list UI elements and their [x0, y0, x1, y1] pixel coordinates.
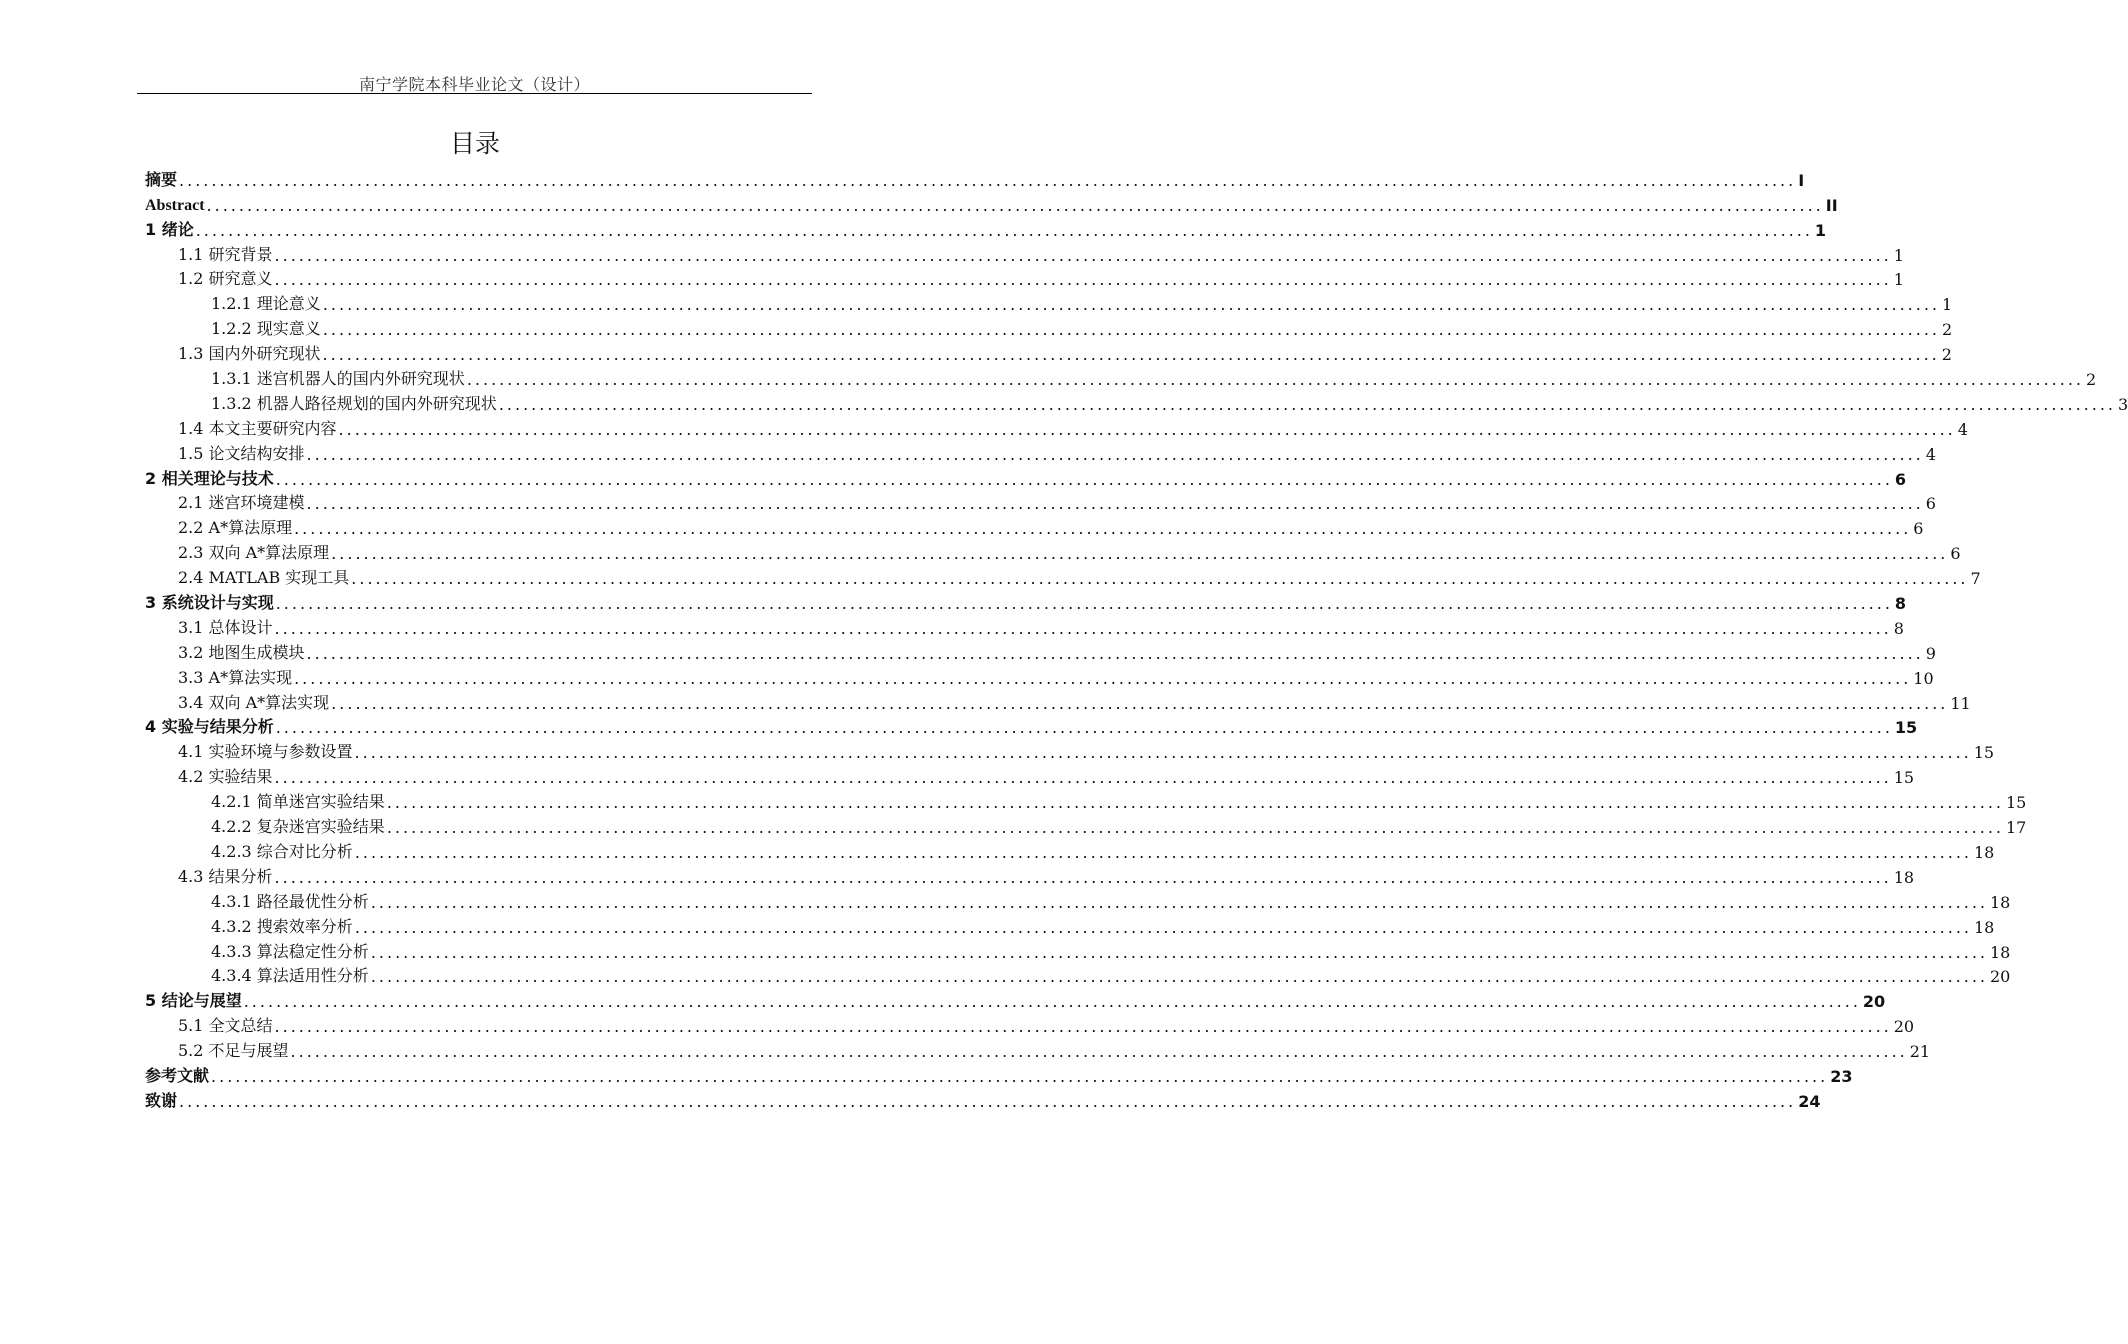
- toc-entry-page: 18: [1990, 892, 2011, 912]
- toc-entry-label: 1.2.2 现实意义: [211, 319, 321, 339]
- toc-entry-page: 6: [1925, 494, 1936, 514]
- toc-entry-label: 3 系统设计与实现: [145, 593, 274, 613]
- toc-entry-page: 20: [1893, 1017, 1915, 1037]
- toc-entry[interactable]: [145, 613, 1904, 638]
- toc-entry-page: 15: [1894, 718, 1918, 738]
- toc-entry-label: 3.1 总体设计: [178, 617, 273, 637]
- running-header: 南宁学院本科毕业论文（设计）: [358, 75, 590, 94]
- toc-entry-label: 2.1 迷宫环境建模: [178, 493, 305, 513]
- toc-dot-leader: ........................................................................................................................................................................................................: [386, 818, 2004, 838]
- toc-entry[interactable]: [145, 588, 1907, 614]
- toc-entry-page: 23: [1830, 1066, 1853, 1086]
- toc-dot-leader: ........................................................................................................................................................................................................: [179, 1091, 1797, 1111]
- toc-entry-page: 20: [1862, 992, 1886, 1012]
- toc-dot-leader: ........................................................................................................................................................................................................: [275, 594, 1893, 614]
- toc-entry[interactable]: [145, 289, 1953, 315]
- toc-entry-page: 18: [1893, 867, 1915, 887]
- toc-entry-page: 4: [1925, 444, 1936, 464]
- toc-dot-leader: ........................................................................................................................................................................................................: [294, 668, 1912, 688]
- toc-entry-label: 3.3 A*算法实现: [178, 667, 293, 687]
- toc-entry[interactable]: [145, 837, 1995, 862]
- toc-entry[interactable]: [145, 1086, 1821, 1111]
- toc-dot-leader: ........................................................................................................................................................................................................: [179, 170, 1797, 190]
- toc-dot-leader: ........................................................................................................................................................................................................: [354, 743, 1972, 763]
- toc-entry-page: 9: [1925, 643, 1936, 663]
- table-of-contents: [145, 165, 2128, 1111]
- toc-entry[interactable]: [145, 439, 1936, 464]
- toc-entry-page: II: [1825, 195, 1838, 215]
- toc-entry-label: 4.2.3 综合对比分析: [211, 841, 353, 861]
- toc-entry[interactable]: [145, 887, 2011, 912]
- toc-entry[interactable]: [145, 563, 1981, 589]
- toc-entry[interactable]: [145, 464, 1907, 489]
- toc-title: 目录: [449, 129, 500, 158]
- toc-entry-label: 5.2 不足与展望: [178, 1041, 289, 1061]
- toc-entry[interactable]: [145, 762, 1915, 788]
- toc-dot-leader: ........................................................................................................................................................................................................: [331, 544, 1949, 564]
- toc-entry[interactable]: [145, 364, 2097, 390]
- toc-dot-leader: ........................................................................................................................................................................................................: [498, 394, 2116, 414]
- toc-entry[interactable]: [145, 389, 2128, 414]
- toc-dot-leader: ........................................................................................................................................................................................................: [206, 195, 1824, 215]
- toc-entry-label: 4.2.1 简单迷宫实验结果: [211, 792, 385, 812]
- toc-entry[interactable]: [145, 862, 1915, 887]
- toc-entry-label: 5.1 全文总结: [178, 1016, 273, 1036]
- toc-entry[interactable]: [145, 1011, 1915, 1037]
- toc-entry[interactable]: [145, 240, 1904, 265]
- toc-dot-leader: ........................................................................................................................................................................................................: [370, 892, 1988, 912]
- toc-dot-leader: ........................................................................................................................................................................................................: [306, 444, 1924, 464]
- toc-entry-label: 1.2 研究意义: [178, 269, 273, 289]
- toc-entry-label: 摘要: [145, 169, 178, 189]
- toc-dot-leader: ........................................................................................................................................................................................................: [275, 718, 1893, 738]
- toc-entry-label: 2.4 MATLAB 实现工具: [178, 568, 350, 588]
- toc-entry-label: 1.3.2 机器人路径规划的国内外研究现状: [211, 393, 497, 413]
- toc-dot-leader: ........................................................................................................................................................................................................: [243, 992, 1861, 1012]
- toc-entry[interactable]: [145, 314, 1953, 340]
- toc-entry-page: 24: [1798, 1091, 1821, 1111]
- toc-entry-page: 18: [1974, 842, 1995, 862]
- toc-entry-label: 1.4 本文主要研究内容: [178, 418, 337, 438]
- toc-dot-leader: ........................................................................................................................................................................................................: [274, 1017, 1892, 1037]
- toc-entry[interactable]: [145, 986, 1886, 1012]
- toc-dot-leader: ........................................................................................................................................................................................................: [331, 693, 1949, 713]
- toc-entry-label: 4.3.1 路径最优性分析: [211, 891, 369, 911]
- toc-entry-label: 1.3 国内外研究现状: [178, 344, 321, 364]
- toc-entry-page: 18: [1974, 917, 1995, 937]
- toc-dot-leader: ........................................................................................................................................................................................................: [370, 967, 1988, 987]
- toc-entry[interactable]: [145, 713, 1918, 738]
- toc-dot-leader: ........................................................................................................................................................................................................: [351, 569, 1969, 589]
- header-rule: [137, 93, 812, 94]
- toc-entry[interactable]: [145, 265, 1904, 290]
- toc-entry-page: 6: [1894, 469, 1907, 489]
- toc-entry[interactable]: [145, 215, 1827, 240]
- toc-entry-label: 4.3.2 搜索效率分析: [211, 916, 353, 936]
- toc-entry[interactable]: [145, 962, 2011, 987]
- toc-dot-leader: ........................................................................................................................................................................................................: [274, 245, 1892, 265]
- toc-entry-label: 参考文献: [145, 1065, 210, 1085]
- toc-entry-label: 1.5 论文结构安排: [178, 443, 305, 463]
- toc-entry-label: 4.2 实验结果: [178, 767, 273, 787]
- toc-dot-leader: ........................................................................................................................................................................................................: [354, 917, 1972, 937]
- toc-dot-leader: ........................................................................................................................................................................................................: [306, 643, 1924, 663]
- toc-entry-page: 15: [1973, 743, 1995, 763]
- toc-entry-label: 2 相关理论与技术: [145, 468, 274, 488]
- toc-entry[interactable]: [145, 638, 1936, 663]
- toc-dot-leader: ........................................................................................................................................................................................................: [274, 867, 1892, 887]
- toc-entry-label: 1.3.1 迷宫机器人的国内外研究现状: [211, 369, 465, 389]
- toc-dot-leader: ........................................................................................................................................................................................................: [354, 842, 1972, 862]
- toc-entry-page: 1: [1893, 245, 1904, 265]
- toc-entry[interactable]: [145, 339, 1952, 365]
- toc-entry-label: 4.3.3 算法稳定性分析: [211, 941, 369, 961]
- toc-dot-leader: ........................................................................................................................................................................................................: [466, 370, 2084, 390]
- toc-dot-leader: ........................................................................................................................................................................................................: [306, 494, 1924, 514]
- toc-dot-leader: ........................................................................................................................................................................................................: [294, 519, 1912, 539]
- toc-entry-label: 4.3.4 算法适用性分析: [211, 966, 369, 986]
- toc-entry[interactable]: [145, 489, 1936, 514]
- toc-entry-label: 3.4 双向 A*算法实现: [178, 692, 330, 712]
- toc-dot-leader: ........................................................................................................................................................................................................: [274, 270, 1892, 290]
- toc-entry-label: 1.2.1 理论意义: [211, 294, 321, 314]
- toc-entry-label: 4.2.2 复杂迷宫实验结果: [211, 817, 385, 837]
- toc-entry[interactable]: [145, 1036, 1931, 1062]
- toc-entry-page: 7: [1970, 569, 1981, 589]
- toc-dot-leader: ........................................................................................................................................................................................................: [290, 1042, 1908, 1062]
- toc-entry[interactable]: [145, 538, 1961, 564]
- toc-entry-page: 8: [1893, 618, 1904, 638]
- toc-entry-label: 4.3 结果分析: [178, 866, 273, 886]
- toc-entry-page: 2: [2086, 370, 2097, 390]
- toc-entry[interactable]: [145, 513, 1924, 539]
- toc-entry-label: 2.3 双向 A*算法原理: [178, 543, 330, 563]
- toc-entry-label: 4.1 实验环境与参数设置: [178, 742, 353, 762]
- toc-entry-label: Abstract: [145, 196, 205, 214]
- toc-entry-page: 15: [2006, 793, 2027, 813]
- toc-entry-page: 8: [1894, 594, 1907, 614]
- toc-dot-leader: ........................................................................................................................................................................................................: [274, 618, 1892, 638]
- toc-entry[interactable]: [145, 812, 2027, 838]
- toc-dot-leader: ........................................................................................................................................................................................................: [386, 793, 2004, 813]
- toc-entry-label: 1 绪论: [145, 219, 194, 239]
- toc-entry-page: 21: [1909, 1042, 1931, 1062]
- toc-entry-page: 11: [1950, 693, 1971, 713]
- toc-entry-page: 15: [1893, 768, 1915, 788]
- toc-dot-leader: ........................................................................................................................................................................................................: [338, 419, 1956, 439]
- toc-entry-label: 1.1 研究背景: [178, 244, 273, 264]
- toc-dot-leader: ........................................................................................................................................................................................................: [322, 320, 1940, 340]
- toc-entry-label: 4 实验与结果分析: [145, 717, 274, 737]
- toc-entry-page: 20: [1990, 967, 2011, 987]
- toc-entry-page: 3: [2118, 394, 2128, 414]
- toc-entry-page: 6: [1950, 544, 1961, 564]
- toc-entry-page: 1: [1942, 295, 1953, 315]
- toc-dot-leader: ........................................................................................................................................................................................................: [195, 220, 1813, 240]
- toc-entry-page: 17: [2006, 818, 2027, 838]
- toc-dot-leader: ........................................................................................................................................................................................................: [274, 768, 1892, 788]
- toc-dot-leader: ........................................................................................................................................................................................................: [322, 345, 1940, 365]
- toc-entry[interactable]: [145, 190, 1838, 215]
- toc-entry-page: 2: [1941, 345, 1952, 365]
- toc-entry-label: 致谢: [145, 1090, 178, 1110]
- toc-entry-label: 3.2 地图生成模块: [178, 642, 305, 662]
- toc-dot-leader: ........................................................................................................................................................................................................: [275, 469, 1893, 489]
- toc-entry[interactable]: [145, 937, 2011, 962]
- toc-entry[interactable]: [145, 912, 1995, 937]
- toc-entry-page: 1: [1893, 270, 1904, 290]
- toc-entry[interactable]: [145, 165, 1805, 190]
- toc-entry-page: 10: [1913, 668, 1934, 688]
- toc-entry-page: 6: [1913, 519, 1924, 539]
- toc-entry-page: 1: [1814, 220, 1827, 240]
- toc-entry[interactable]: [145, 663, 1934, 688]
- toc-entry[interactable]: [145, 737, 1995, 763]
- toc-entry-label: 2.2 A*算法原理: [178, 518, 293, 538]
- toc-entry[interactable]: [145, 414, 1968, 439]
- toc-dot-leader: ........................................................................................................................................................................................................: [322, 295, 1940, 315]
- toc-entry-page: 2: [1942, 320, 1953, 340]
- toc-entry-page: 4: [1957, 419, 1968, 439]
- toc-entry[interactable]: [145, 688, 1971, 713]
- toc-entry[interactable]: [145, 787, 2027, 813]
- toc-dot-leader: ........................................................................................................................................................................................................: [211, 1066, 1829, 1086]
- toc-entry-label: 5 结论与展望: [145, 991, 242, 1011]
- toc-entry-page: 18: [1990, 942, 2011, 962]
- toc-entry-page: I: [1798, 170, 1805, 190]
- toc-entry[interactable]: [145, 1061, 1853, 1086]
- toc-dot-leader: ........................................................................................................................................................................................................: [370, 942, 1988, 962]
